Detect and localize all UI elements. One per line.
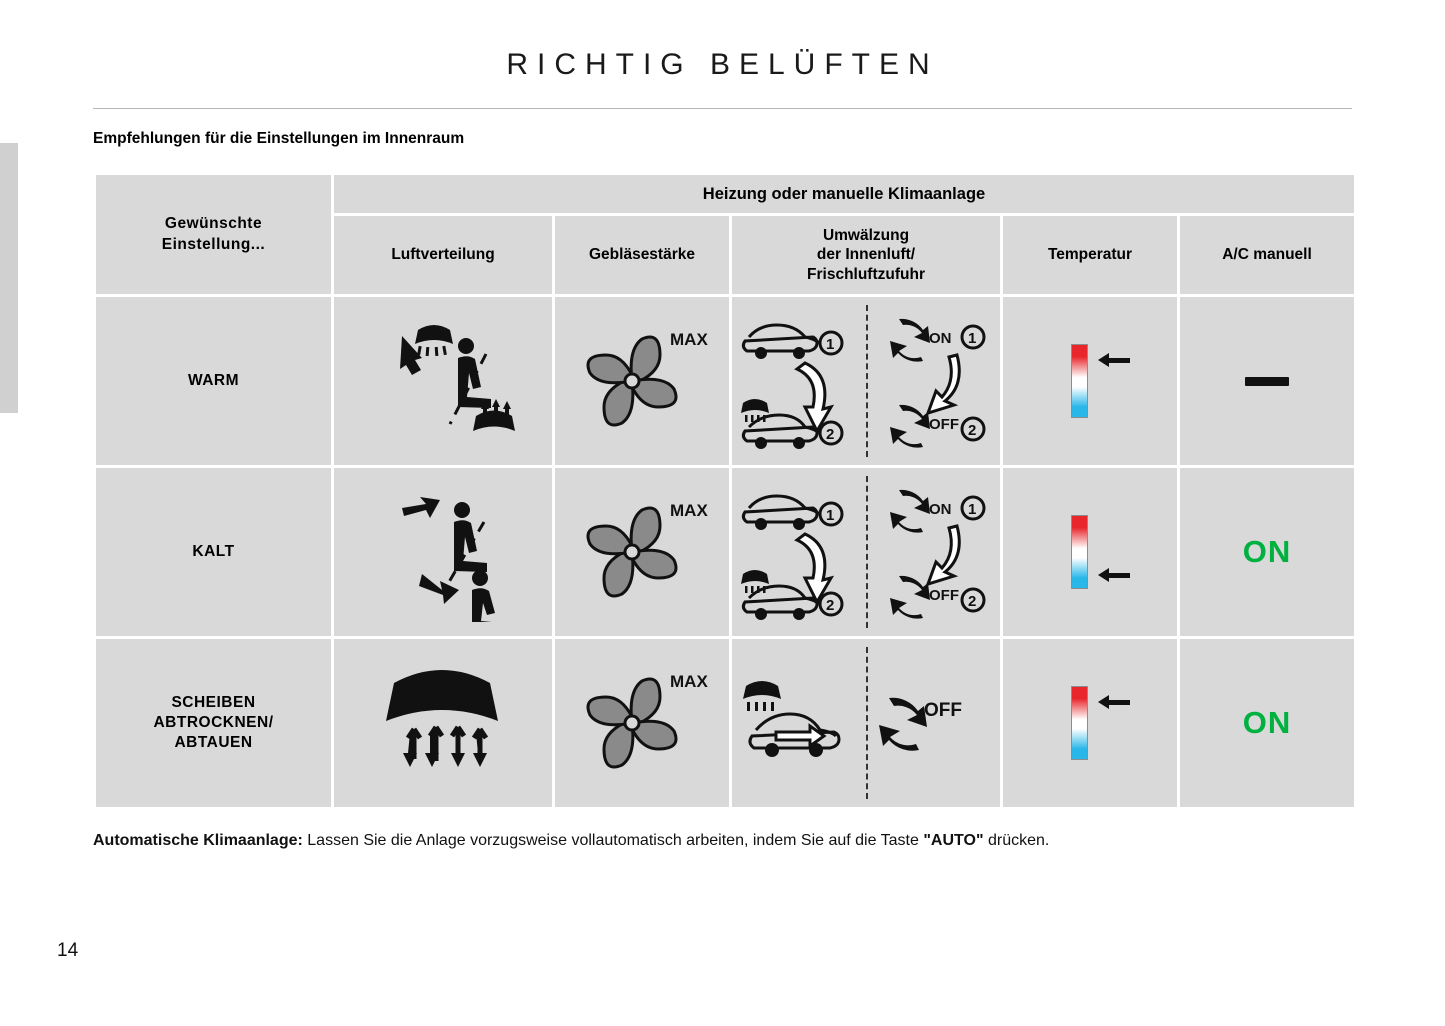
svg-text:MAX: MAX	[670, 672, 708, 691]
cell-temperature-warm	[1003, 297, 1177, 465]
column-header-recirculation-line3: Frischluftzufuhr	[807, 265, 925, 283]
row-label-warm	[96, 297, 331, 465]
svg-text:ON: ON	[929, 501, 952, 518]
corner-header-line2: Einstellung...	[161, 235, 266, 253]
recirc-right-warm	[866, 297, 1000, 465]
footer-note-text2: drücken.	[983, 832, 1050, 849]
icon-temperature-gauge-kalt	[1003, 468, 1177, 636]
page-title: RICHTIG BELÜFTEN	[506, 48, 939, 81]
recirc-right-defrost	[866, 639, 1000, 807]
svg-text:1: 1	[968, 330, 977, 347]
svg-text:2: 2	[826, 426, 835, 443]
svg-text:2: 2	[968, 593, 977, 610]
cell-recirculation-warm	[732, 297, 1000, 465]
corner-header-line1: Gewünschte	[164, 215, 263, 233]
svg-text:OFF: OFF	[924, 700, 962, 721]
svg-text:2: 2	[968, 422, 977, 439]
title-divider	[93, 108, 1352, 109]
cell-temperature-defrost	[1003, 639, 1177, 807]
cell-air-distribution-kalt	[334, 468, 552, 636]
temperature-gauge	[1071, 344, 1088, 418]
icon-temperature-gauge-warm	[1003, 297, 1177, 465]
ac-state-kalt	[1180, 468, 1354, 636]
column-header-air-distribution: Luftverteilung	[334, 216, 552, 294]
cell-blower-defrost	[555, 639, 729, 807]
table-row	[96, 639, 1354, 807]
row-label-defrost	[96, 639, 331, 807]
cell-recirculation-kalt	[732, 468, 1000, 636]
column-header-recirculation	[732, 216, 1000, 294]
icon-air-distribution-face-vents	[334, 468, 552, 636]
ac-state-warm	[1180, 297, 1354, 465]
icon-windshield-defrost	[334, 639, 552, 807]
left-margin-bar	[0, 143, 18, 413]
cell-ac-kalt	[1180, 468, 1354, 636]
table-row	[96, 297, 1354, 465]
blower-max-label: MAX	[670, 330, 708, 349]
recirculation-divider	[866, 647, 868, 799]
icon-blower-max-kalt	[555, 468, 729, 636]
footer-note-text: Lassen Sie die Anlage vorzugsweise vollautomatisch arbeiten, indem Sie auf die Taste	[302, 832, 924, 849]
svg-text:2: 2	[826, 597, 835, 614]
cell-air-distribution-defrost	[334, 639, 552, 807]
svg-text:OFF: OFF	[929, 416, 959, 433]
svg-text:1: 1	[826, 507, 835, 524]
row-label-warm-line1: WARM	[187, 371, 240, 389]
recirc-left-warm	[732, 297, 866, 465]
icon-blower-max-defrost	[555, 639, 729, 807]
temperature-pointer-arrow	[1098, 568, 1109, 582]
column-header-recirculation-line2: der Innenluft/	[816, 246, 916, 264]
ac-on-label: ON	[1242, 705, 1292, 740]
footer-note	[93, 829, 1358, 852]
svg-text:1: 1	[968, 501, 977, 518]
table-header-row-1	[96, 175, 1354, 213]
footer-note-lead: Automatische Klimaanlage:	[93, 832, 303, 849]
recirculation-divider	[866, 305, 868, 457]
cell-blower-kalt	[555, 468, 729, 636]
table-row	[96, 468, 1354, 636]
temperature-gauge	[1071, 686, 1088, 760]
group-header: Heizung oder manuelle Klimaanlage	[334, 175, 1354, 213]
row-label-defrost-line3: ABTAUEN	[174, 734, 253, 752]
svg-text:OFF: OFF	[929, 587, 959, 604]
recirc-left-defrost	[732, 639, 866, 807]
cell-recirculation-defrost	[732, 639, 1000, 807]
cell-temperature-kalt	[1003, 468, 1177, 636]
page-number: 14	[57, 940, 79, 961]
temperature-pointer-arrow	[1098, 353, 1109, 367]
column-header-temperature: Temperatur	[1003, 216, 1177, 294]
icon-temperature-gauge-defrost	[1003, 639, 1177, 807]
section-subtitle: Empfehlungen für die Einstellungen im Innenraum	[93, 130, 465, 147]
ac-state-defrost	[1180, 639, 1354, 807]
row-label-defrost-line2: ABTROCKNEN/	[153, 713, 274, 731]
cell-air-distribution-warm	[334, 297, 552, 465]
recirculation-divider	[866, 476, 868, 628]
column-header-blower: Gebläsestärke	[555, 216, 729, 294]
cell-ac-warm	[1180, 297, 1354, 465]
settings-table	[93, 172, 1357, 810]
temperature-pointer-arrow	[1098, 695, 1109, 709]
svg-text:1: 1	[826, 336, 835, 353]
corner-header	[96, 175, 331, 294]
row-label-defrost-line1: SCHEIBEN	[171, 693, 256, 711]
icon-air-distribution-feet-windshield	[334, 297, 552, 465]
ac-on-label: ON	[1242, 534, 1292, 569]
recirc-right-kalt	[866, 468, 1000, 636]
row-label-kalt-line1: KALT	[192, 542, 235, 560]
svg-text:MAX: MAX	[670, 501, 708, 520]
column-header-recirculation-line1: Umwälzung	[822, 226, 910, 244]
svg-text:ON: ON	[929, 330, 952, 347]
footer-note-auto: "AUTO"	[923, 832, 984, 849]
icon-blower-max-warm	[555, 297, 729, 465]
row-label-kalt	[96, 468, 331, 636]
cell-ac-defrost	[1180, 639, 1354, 807]
ac-off-dash-icon	[1245, 377, 1289, 386]
cell-blower-warm	[555, 297, 729, 465]
recirc-left-kalt	[732, 468, 866, 636]
temperature-gauge	[1071, 515, 1088, 589]
column-header-ac-manual: A/C manuell	[1180, 216, 1354, 294]
